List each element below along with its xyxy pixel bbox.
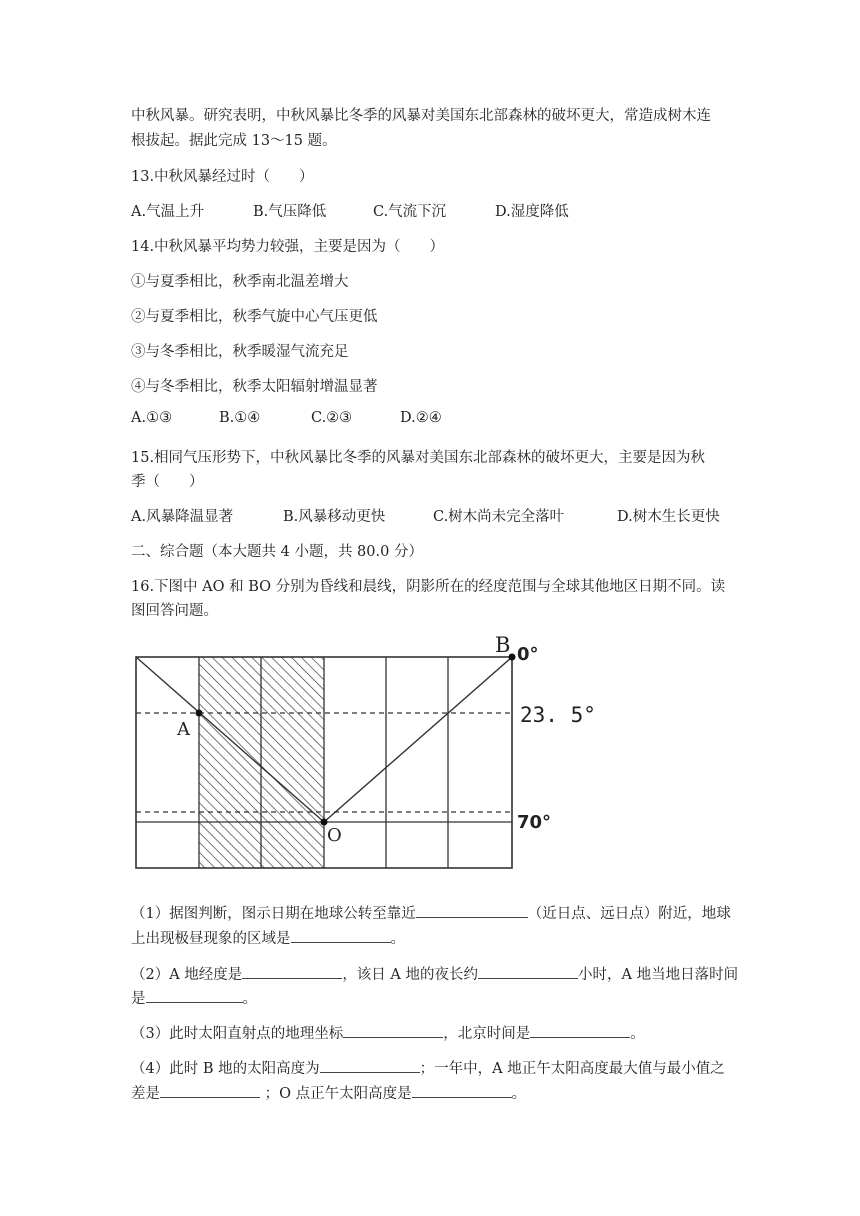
answer-blank[interactable]: [530, 1023, 630, 1038]
q15-option-b: B.风暴移动更快: [283, 509, 386, 525]
answer-blank[interactable]: [412, 1083, 512, 1098]
q13-option-a: A.气温上升: [131, 204, 205, 220]
q15-stem-line-2: 季（ ）: [131, 474, 204, 490]
q16-sub4-line-1: （4）此时 B 地的太阳高度为 ；一年中，A 地正午太阳高度最大值与最小值之: [131, 1057, 725, 1078]
q13-option-b: B.气压降低: [253, 204, 327, 220]
terminator-diagram: [125, 630, 615, 875]
q16-sub4-line-2: 差是 ；O 点正午太阳高度是 。: [131, 1082, 526, 1103]
q16-sub2-line-2: 是 。: [131, 987, 257, 1008]
q14-options: [131, 410, 731, 426]
q16-stem-line-1: 16.下图中 AO 和 BO 分别为昏线和晨线，阴影所在的经度范围与全球其他地区日期不同。读: [131, 579, 726, 595]
q13-stem: 13.中秋风暴经过时（ ）: [131, 169, 314, 185]
label-lat-23-5: 23. 5°: [520, 703, 596, 727]
answer-blank[interactable]: [160, 1083, 260, 1098]
q14-stem: 14.中秋风暴平均势力较强，主要是因为（ ）: [131, 239, 445, 255]
q13-option-d: D.湿度降低: [495, 204, 569, 220]
q14-item-3: ③与冬季相比，秋季暖湿气流充足: [131, 344, 349, 360]
answer-blank[interactable]: [343, 1023, 443, 1038]
dawn-line-BO: [324, 657, 512, 822]
point-A: [196, 710, 203, 717]
answer-blank[interactable]: [320, 1058, 420, 1073]
q13-options: [131, 200, 731, 221]
q16-sub3-line: （3）此时太阳直射点的地理坐标 ，北京时间是 。: [131, 1022, 645, 1043]
label-O: O: [327, 825, 342, 846]
label-lat-70: 70°: [517, 812, 552, 833]
answer-blank[interactable]: [242, 964, 342, 979]
label-lat-0: 0°: [517, 644, 539, 665]
q16-sub1-line-1: （1）据图判断，图示日期在地球公转至靠近 （近日点、远日点）附近，地球: [131, 902, 731, 923]
q16-stem-line-2: 图回答问题。: [131, 603, 218, 619]
q15-stem-line-1: 15.相同气压形势下，中秋风暴比冬季的风暴对美国东北部森林的破坏更大，主要是因为秋: [131, 450, 706, 466]
answer-blank[interactable]: [146, 988, 243, 1003]
q14-item-2: ②与夏季相比，秋季气旋中心气压更低: [131, 309, 378, 325]
q15-option-a: A.风暴降温显著: [131, 509, 234, 525]
q14-option-a: A.①③: [131, 410, 173, 426]
label-B: B: [495, 633, 511, 657]
q15-option-d: D.树木生长更快: [617, 509, 720, 525]
q15-options: [131, 505, 731, 526]
q16-sub1-line-2: 上出现极昼现象的区域是 。: [131, 927, 405, 948]
intro-line-1: 中秋风暴。研究表明，中秋风暴比冬季的风暴对美国东北部森林的破坏更大，常造成树木连: [131, 108, 711, 124]
q14-option-b: B.①④: [219, 410, 261, 426]
q15-option-c: C.树木尚未完全落叶: [433, 509, 565, 525]
answer-blank[interactable]: [416, 903, 528, 918]
section-2-heading: 二、综合题（本大题共 4 小题，共 80.0 分）: [131, 544, 423, 560]
answer-blank[interactable]: [291, 928, 391, 943]
q14-item-4: ④与冬季相比，秋季太阳辐射增温显著: [131, 379, 378, 395]
intro-line-2: 根拔起。据此完成 13～15 题。: [131, 133, 337, 149]
q14-option-c: C.②③: [311, 410, 353, 426]
q14-item-1: ①与夏季相比，秋季南北温差增大: [131, 274, 349, 290]
q13-option-c: C.气流下沉: [373, 204, 447, 220]
answer-blank[interactable]: [478, 964, 578, 979]
label-A: A: [177, 719, 190, 740]
q14-option-d: D.②④: [400, 410, 442, 426]
q16-sub2-line-1: （2）A 地经度是 ，该日 A 地的夜长约 小时，A 地当地日落时间: [131, 963, 738, 984]
